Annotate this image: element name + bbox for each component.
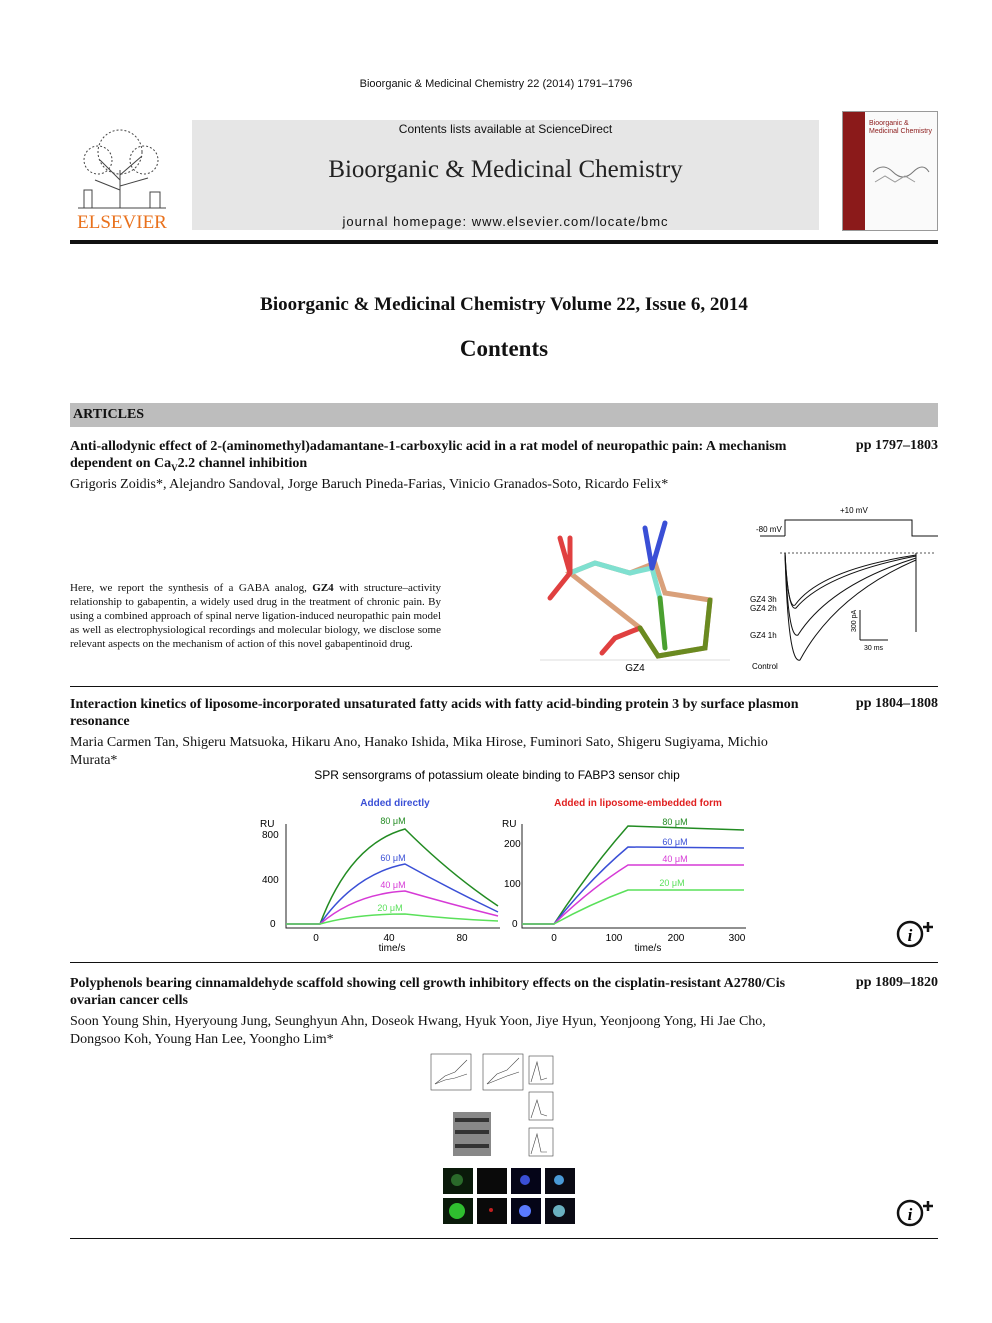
article-1-title[interactable]: Anti-allodynic effect of 2-(aminomethyl)adamantane-1-carboxylic acid in a rat model of neuropathic pain: A mechanism dependent on $Ca_V2.2$ channel inhibition [70, 439, 787, 473]
trace-v-step: +10 mV [840, 506, 868, 515]
article-1-pages[interactable]: pp 1797–1803 [855, 438, 938, 453]
article-divider-1 [70, 686, 938, 687]
article-2-authors: Maria Carmen Tan, Shigeru Matsuoka, Hikaru Ano, Hanako Ishida, Mika Hirose, Fuminori Sato, Shigeru Sugiyama, Michio Murata* [70, 735, 768, 768]
spr-right-conc-20: 20 μM [659, 878, 685, 888]
spr-right-series-40 [522, 865, 744, 924]
trace-scale-y: 300 pA [851, 609, 858, 632]
spr-left-unit: RU [260, 819, 275, 830]
cover-title: Bioorganic & Medicinal Chemistry [869, 120, 933, 135]
spr-left-series-20 [286, 914, 498, 924]
molecule-label: GZ4 [625, 663, 645, 674]
bottom-rule [70, 1238, 938, 1239]
journal-banner [192, 120, 819, 230]
cover-graphic [869, 152, 933, 192]
spr-left-xtick-0: 0 [313, 933, 319, 944]
trace-gz4-1h: GZ4 1h [750, 631, 777, 640]
info-plus-icon[interactable] [894, 918, 938, 950]
spr-right-unit: RU [502, 819, 517, 830]
spr-right-series-20 [522, 890, 744, 924]
current-traces-graphic [740, 500, 940, 675]
article-3-title[interactable]: Polyphenols bearing cinnamaldehyde scaffold showing cell growth inhibitory effects on the cisplatin-resistant A2780/Cis ovarian cancer cells [70, 976, 786, 1008]
article-3-authors: Soon Young Shin, Hyeryoung Jung, Seunghyun Ahn, Doseok Hwang, Hyuk Yoon, Jiye Hyun, Yeonjoong Yong, Hi Jae Cho, Dongsoo Koh, Young Han Lee, Yoongho Lim* [70, 1014, 766, 1047]
molecule-graphic [540, 508, 730, 676]
article-1-authors: Grigoris Zoidis*, Alejandro Sandoval, Jorge Baruch Pineda-Farias, Vinicio Granados-Soto, Ricardo Felix* [70, 477, 669, 492]
article-1-abstract: Here, we report the synthesis of a GABA analog, GZ4 with structure–activity relationship to gabapentin, a widely used drug in the treatment of chronic pain. By using a combined approach of spinal nerve ligation-induced neuropathic pain model as well as electrophysiological recordings and molecular biology, we disclose some relevant aspects on the mechanism of action of this novel gabapentinoid drug. [70, 582, 441, 650]
spr-left-xtick-1: 40 [383, 933, 395, 944]
trace-v-hold: -80 mV [756, 525, 782, 534]
spr-right-conc-60: 60 μM [662, 837, 688, 847]
info-plus-icon[interactable] [894, 1197, 938, 1229]
spr-left-conc-80: 80 μM [380, 816, 406, 826]
spr-left-series-60 [286, 864, 498, 924]
article-3-pages[interactable]: pp 1809–1820 [855, 975, 938, 990]
spr-left-conc-40: 40 μM [380, 880, 406, 890]
spr-title: SPR sensorgrams of potassium oleate binding to FABP3 sensor chip [314, 768, 680, 782]
journal-homepage[interactable]: journal homepage: www.elsevier.com/locate/bmc [342, 214, 669, 229]
section-label: ARTICLES [73, 407, 145, 422]
elsevier-logo [70, 120, 174, 232]
spr-right-series-60 [522, 847, 744, 924]
header-rule [70, 240, 938, 244]
spr-right-title: Added in liposome-embedded form [554, 798, 722, 809]
trace-gz4-2h: GZ4 2h [750, 604, 777, 613]
cover-stripe [843, 112, 865, 230]
contents-heading: Contents [459, 336, 549, 361]
journal-cover [842, 111, 938, 231]
spr-left-xlabel: time/s [378, 943, 406, 954]
spr-left-ytick-1: 400 [262, 875, 279, 886]
spr-right-ytick-1: 100 [504, 879, 521, 890]
spr-left-xtick-2: 80 [456, 933, 468, 944]
spr-right-xtick-0: 0 [551, 933, 557, 944]
spr-right-ytick-2: 0 [512, 919, 518, 930]
article-divider-2 [70, 962, 938, 963]
trace-control: Control [752, 662, 778, 671]
spr-left-ytick-0: 800 [262, 830, 279, 841]
trace-scale-x: 30 ms [864, 645, 884, 652]
trace-gz4-3h: GZ4 3h [750, 595, 777, 604]
sciencedirect-line[interactable]: Contents lists available at ScienceDirect [398, 122, 613, 136]
svg-text:i: i [907, 1205, 913, 1224]
spr-right-xtick-3: 300 [728, 933, 746, 944]
journal-title: Bioorganic & Medicinal Chemistry [328, 156, 683, 183]
spr-left-conc-20: 20 μM [377, 903, 403, 913]
spr-left-ytick-2: 0 [270, 919, 276, 930]
spr-left-title: Added directly [360, 798, 430, 809]
elsevier-tree-icon [70, 120, 174, 232]
article-2-title[interactable]: Interaction kinetics of liposome-incorporated unsaturated fatty acids with fatty acid-binding protein 3 by surface plasmon resonance [70, 697, 799, 729]
spr-right-xtick-2: 200 [667, 933, 685, 944]
spr-right-xtick-1: 100 [605, 933, 623, 944]
polyphenol-figure [425, 1050, 585, 1230]
spr-left-conc-60: 60 μM [380, 853, 406, 863]
spr-right-conc-40: 40 μM [662, 854, 688, 864]
spr-right-ytick-0: 200 [504, 839, 521, 850]
article-2-pages[interactable]: pp 1804–1808 [855, 696, 938, 711]
spr-figure [250, 764, 760, 954]
spr-right-series-80 [522, 826, 744, 924]
spr-right-xlabel: time/s [634, 943, 662, 954]
spr-right-conc-80: 80 μM [662, 817, 688, 827]
svg-text:i: i [907, 926, 913, 945]
section-bar [70, 403, 938, 427]
volume-title: Bioorganic & Medicinal Chemistry Volume 22, Issue 6, 2014 [260, 294, 748, 315]
journal-citation: Bioorganic & Medicinal Chemistry 22 (2014) 1791–1796 [359, 78, 633, 90]
publisher-wordmark: ELSEVIER [77, 212, 167, 232]
